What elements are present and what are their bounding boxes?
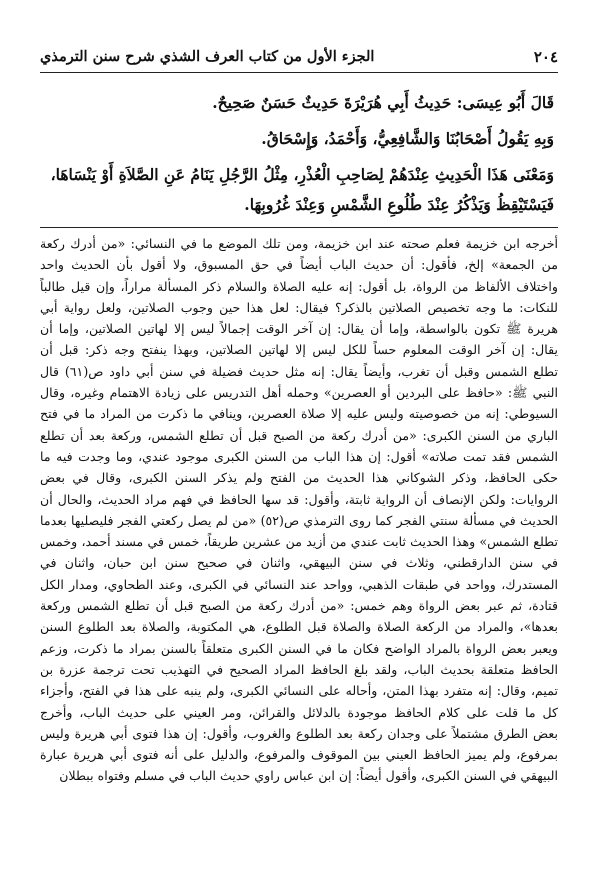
commentary-line: حكى الحافظ، وذكر الشوكاني هذا الحديث من الفتح ولم يذكر السنن الكبرى، وقال في بعض — [40, 470, 558, 486]
commentary-line: بعض الطرق مشتملاً على وجدان ركعة بعد الطلوع والغروب، وأقول: إن هذا فتوى أبي هريرة وليس — [40, 725, 558, 741]
commentary-line: يقال: إن آخر الوقت المعلوم حساً للكل ليس إلا لهاتين الصلاتين، وبهذا ينفتح وجه ذكر: قبل أن — [40, 342, 558, 358]
hadith-text — [50, 88, 554, 220]
main-paragraph-2: وَبِهِ يَقُولُ أَصْحَابُنَا وَالشَّافِعِيُّ، وَأَحْمَدُ، وَإِسْحَاقُ. — [261, 129, 554, 148]
main-paragraph-1: قَالَ أَبُو عِيسَى: حَدِيثُ أَبِي هُرَيْرَةَ حَدِيثٌ حَسَنٌ صَحِيحٌ. — [212, 93, 554, 112]
commentary-line: السيوطي: إنه من خصوصيته وليس عليه إلا صلاة العصرين، وينافي ما ذكرت من المراد ما في فتح — [40, 406, 558, 422]
commentary-line: الحافظ متعلقة بحديث الباب، ولقد بلغ الحافظ المراد الصحيح في التهذيب تحت ترجمة عزرة بن — [40, 661, 558, 677]
commentary-line: بعدها»، والمراد من الركعة الصلاة والصلاة قبل الطلوع، هي المكتوبة، والصلاة بعد الطلوع السنن — [40, 619, 558, 635]
commentary-line: النبي ﷺ: «حافظ على البردين أو العصرين» وحمله أهل التدريس على زيادة الاهتمام وغيره، وقال — [40, 385, 558, 401]
commentary-line: بمرفوع، ولم يميز الحافظ العيني بين الموقوف والمرفوع، والدليل على أنه فتوى أبي هريرة عبارة — [40, 747, 558, 763]
commentary-line: في سنن الدارقطني، وثلاث في سنن البيهقي، واثنان في صحيح سنن ابن حبان، واثنان في — [40, 555, 558, 571]
commentary-line: تطلع الشمس وقبل أن تغرب، وأيضاً يقال: إنه مثل حديث فضيلة في سنن أبي داود ص(٦١) قال — [40, 363, 558, 379]
commentary-line: ويعبر بعض الرواة بالمراد الواضح فكان ما في السنن الكبرى متعلقاً بالسنن بمراد ما ذكرت، وزعم — [40, 640, 558, 656]
commentary-line: هريرة ﷺ تكون بالواسطة، وإما أن يقال: إن آخر الوقت إجمالاً ليس إلا لهاتين الصلاتين، وإما أن — [40, 321, 558, 337]
commentary-line: تطلع الشمس» وهذا الحديث ثابت عندي من أزيد من عشرين طريقاً، خمس في مسند أحمد، وخمس — [40, 534, 558, 550]
page-header — [40, 44, 558, 70]
main-paragraph-3-line-2: فَيَسْتَيْقِظُ وَيَذْكُرُ عِنْدَ طُلُوعِ الشَّمْسِ وَعِنْدَ غُرُوبِهَا. — [244, 195, 554, 214]
commentary-line: أخرجه ابن خزيمة فعلم صحته عند ابن خزيمة، ومن تلك الموضع ما في النسائي: «من أدرك ركعة — [40, 236, 558, 251]
commentary-line: واختلاف الألفاظ من الرواة، بل أقول: إنه عليه الصلاة والسلام ذكر المسألة مراراً، وإن قيل طالباً — [40, 278, 558, 294]
commentary-line: البيهقي في السنن الكبرى، وأقول أيضاً: إن ابن عباس راوي حديث الباب في مسلم وفتواه ببطلان — [59, 768, 558, 784]
commentary-line: كل ما قلت على كلام الحافظ موجودة بالدلائل والقرائن، ومر العيني على حديث الباب، وأخرج — [40, 704, 558, 720]
header-divider — [40, 72, 558, 73]
commentary-line: الشمس فقد تمت صلاته» أقول: إن هذا الباب من السنن الكبرى موجود عندي، وما وجدت فيه ما — [40, 448, 558, 464]
commentary-line: تميم، وقال: إنه متفرد بهذا المتن، وأحاله على النسائي الكبرى، ولم ينبه على هذا في الفتح، وأجزاء — [40, 683, 558, 699]
running-title: الجزء الأول من كتاب العرف الشذي شرح سنن الترمذي — [40, 48, 375, 65]
commentary-divider — [40, 227, 558, 228]
commentary-line: من الجمعة» إلخ، فأقول: أن حديث الباب أيضاً في حق المسبوق، ولا أقول بأن الحديث واحد — [40, 257, 558, 273]
commentary-line: للنكات: ما وجه تخصيص الصلاتين بالذكر؟ فيقال: لعل هذا حين وجوب الصلاتين، ولعل رواية أبي — [40, 299, 558, 315]
page-number: ٢٠٤ — [533, 48, 558, 66]
commentary-line: الباري من السنن الكبرى: «من أدرك ركعة من الصبح قبل أن تطلع الشمس، وركعة بعد أن تطلع — [40, 427, 558, 443]
commentary-line: الروايات: ولكن الإنصاف أن الرواية ثابتة، وأقول: قد سها الحافظ في فهم مراد الحديث، والحال أن — [40, 491, 558, 507]
commentary-line: قتادة، ثم عبر بعض الرواة وهم خمس: «من أدرك ركعة من الصبح قبل أن تطلع الشمس وركعة — [40, 598, 558, 614]
commentary — [40, 233, 558, 787]
main-paragraph-3-line-1: وَمَعْنَى هَذَا الْحَدِيثِ عِنْدَهُمْ لِصَاحِبِ الْعُذْرِ، مِثْلُ الرَّجُلِ يَنَامُ عَنِ الصَّلاَةِ أَوْ يَنْسَاهَا، — [50, 165, 554, 184]
commentary-line: الحديث في مسألة سنتي الفجر كما روى الترمذي ص(٥٢) «من لم يصل ركعتي الفجر فليصليها بعدما — [40, 512, 558, 528]
commentary-line: المستدرك، وواحد في طبقات الذهبي، وواحد عند النسائي في الكبرى، وعند الطحاوي، ومدار الكل — [40, 576, 558, 592]
